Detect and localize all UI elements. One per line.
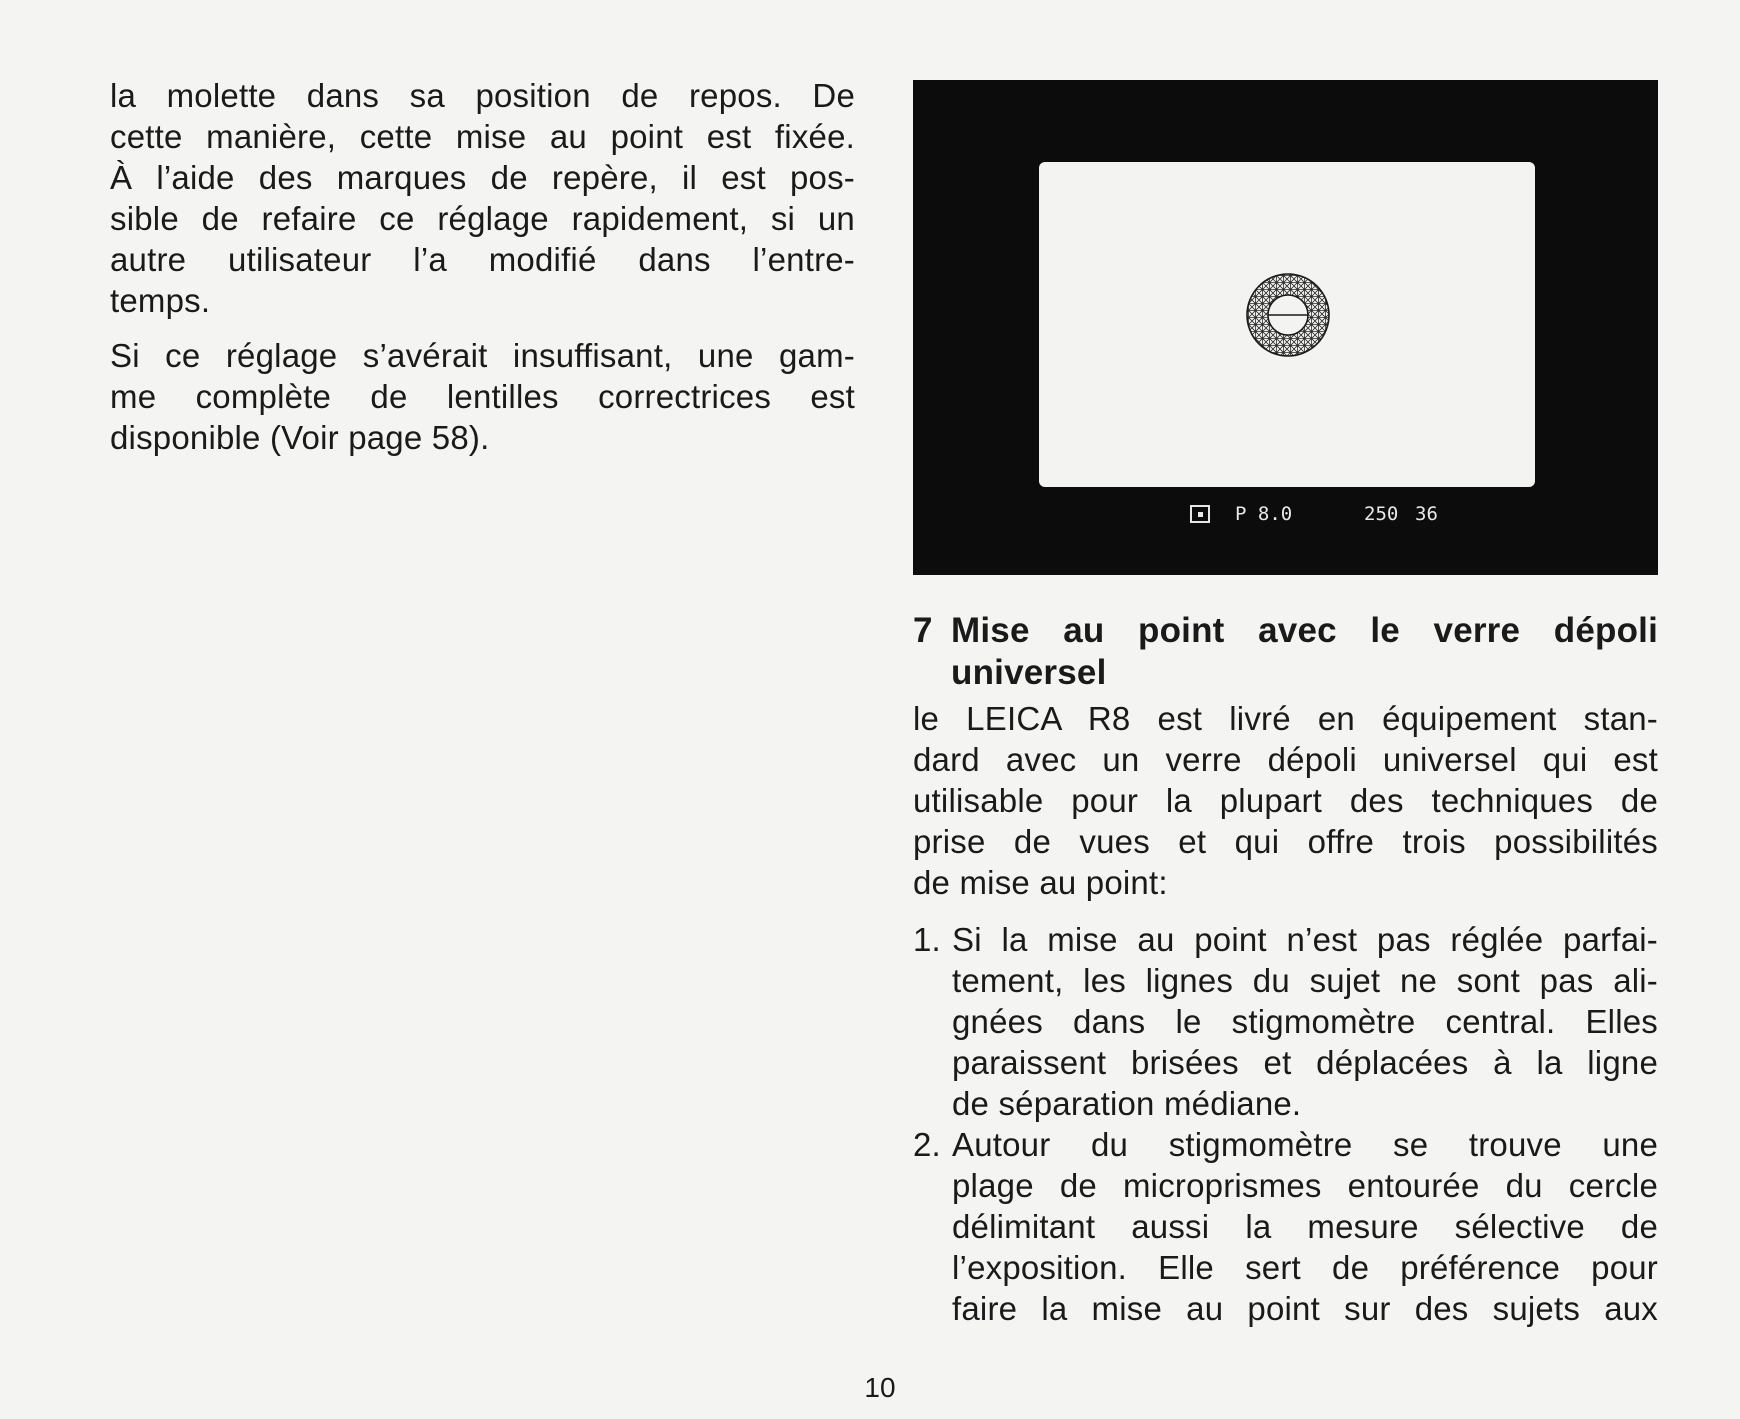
text-line: Autour du stigmomètre se trouve une — [952, 1126, 1658, 1163]
text-line: dard avec un verre dépoli universel qui est — [913, 741, 1658, 778]
frame-counter: 36 — [1415, 503, 1438, 525]
text-line: me complète de lentilles correctrices est — [110, 378, 855, 415]
list-text — [952, 1124, 1658, 1329]
text-line: À l’aide des marques de repère, il est pos- — [110, 159, 855, 196]
viewfinder-display — [913, 501, 1658, 531]
left-column — [110, 75, 855, 458]
right-column — [913, 610, 1658, 1329]
list-text — [952, 919, 1658, 1124]
text-line: tement, les lignes du sujet ne sont pas ali- — [952, 962, 1658, 999]
page-number: 10 — [864, 1372, 896, 1403]
section-title: Mise au point avec le verre dépoli universel — [951, 611, 1658, 692]
text-line: cette manière, cette mise au point est fixée. — [110, 118, 855, 155]
text-line: temps. — [110, 282, 211, 319]
aperture-readout: P 8.0 — [1235, 503, 1293, 525]
text-line: disponible (Voir page 58). — [110, 419, 490, 456]
text-line: paraissent brisées et déplacées à la ligne — [952, 1044, 1658, 1081]
section-number: 7 — [913, 611, 933, 650]
text-line: l’exposition. Elle sert de préférence pour — [952, 1249, 1658, 1286]
section-heading — [913, 610, 1658, 694]
microprism-ring-icon — [1245, 272, 1331, 358]
text-line: la molette dans sa position de repos. De — [110, 77, 855, 114]
focusing-screen — [1039, 162, 1535, 487]
section-intro — [913, 698, 1658, 903]
text-line: Si la mise au point n’est pas réglée parfai- — [952, 921, 1658, 958]
text-line: gnées dans le stigmomètre central. Elles — [952, 1003, 1658, 1040]
text-line: prise de vues et qui offre trois possibilités — [913, 823, 1658, 860]
text-line: sible de refaire ce réglage rapidement, si un — [110, 200, 855, 237]
list-item — [913, 1124, 1658, 1329]
paragraph-2 — [110, 335, 855, 458]
text-line: délimitant aussi la mesure sélective de — [952, 1208, 1658, 1245]
text-line: autre utilisateur l’a modifié dans l’entre- — [110, 241, 855, 278]
paragraph-1 — [110, 75, 855, 321]
shutter-readout: 250 — [1364, 503, 1399, 525]
spot-metering-icon — [1190, 505, 1210, 523]
text-line: le LEICA R8 est livré en équipement stan- — [913, 700, 1658, 737]
text-line: utilisable pour la plupart des techniques de — [913, 782, 1658, 819]
viewfinder-illustration — [913, 80, 1658, 575]
text-line: Si ce réglage s’avérait insuffisant, une gam- — [110, 337, 855, 374]
text-line: plage de microprismes entourée du cercle — [952, 1167, 1658, 1204]
list-number: 2. — [913, 1126, 941, 1163]
list-number: 1. — [913, 921, 941, 958]
list-item — [913, 919, 1658, 1124]
text-line: faire la mise au point sur des sujets aux — [952, 1290, 1658, 1327]
text-line: de mise au point: — [913, 864, 1168, 901]
text-line: de séparation médiane. — [952, 1085, 1302, 1122]
